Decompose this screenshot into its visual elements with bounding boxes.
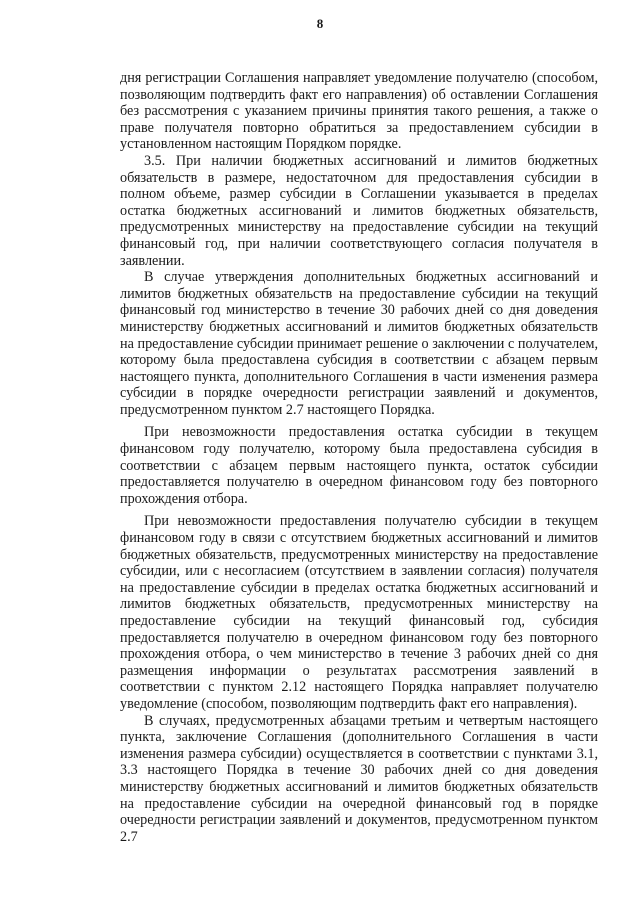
page-number: 8: [316, 16, 324, 31]
paragraph-remaining-subsidy: При невозможности предоставления остатка субсидии в текущем финансовом году получателю, которому была предоставлена субсидия в соответствии с абзацем первым настоящего пункта, остаток субсидии предоставляется получателю в очередном финансовом году без повторного прохождения отбора.: [120, 424, 598, 507]
paragraph-additional-allocations: В случае утверждения дополнительных бюджетных ассигнований и лимитов бюджетных обязательств на предоставление субсидии на текущий финансовый год министерство в течение 30 рабочих дней со дня доведения министерству бюджетных ассигнований и лимитов бюджетных обязательств на предоставление субсидии принимает решение о заключении с получателем, которому была предоставлена субсидия в соответствии с абзацем первым настоящего пункта, дополнительного Соглашения в части изменения размера субсидии в порядке очередности регистрации заявлений и документов, предусмотренном пунктом 2.7 настоящего Порядка.: [120, 269, 598, 418]
paragraph-agreement-conclusion: В случаях, предусмотренных абзацами третьим и четвертым настоящего пункта, заключение Соглашения (дополнительного Соглашения в части изменения размера субсидии) осуществляется в соответствии с пунктами 3.1, 3.3 настоящего Порядка в течение 30 рабочих дней со дня доведения министерству бюджетных ассигнований и лимитов бюджетных обязательств на предоставление субсидии на очередной финансовый год в порядке очередности регистрации заявлений и документов, предусмотренном пунктом 2.7: [120, 712, 598, 845]
document-body: [120, 70, 598, 845]
paragraph-3-5: 3.5. При наличии бюджетных ассигнований и лимитов бюджетных обязательств в размере, недостаточном для предоставления субсидии в полном объеме, размер субсидии в Соглашении указывается в пределах остатка бюджетных ассигнований и лимитов бюджетных обязательств, предусмотренных министерству на предоставление субсидии на текущий финансовый год, при наличии соответствующего согласия получателя в заявлении.: [120, 152, 598, 269]
paragraph-continuation: дня регистрации Соглашения направляет уведомление получателю (способом, позволяющим подтвердить факт его направления) об оставлении Соглашения без рассмотрения с указанием причины принятия такого решения, а также о праве получателя повторно обратиться за предоставлением субсидии в установленном настоящим Порядком порядке.: [120, 70, 598, 153]
paragraph-impossibility: При невозможности предоставления получателю субсидии в текущем финансовом году в связи с отсутствием бюджетных ассигнований и лимитов бюджетных обязательств, предусмотренных министерству на предоставление субсидии, или с несогласием (отсутствием в заявлении согласия) получателя на предоставление субсидии в пределах остатка бюджетных ассигнований и лимитов бюджетных обязательств, предусмотренных министерству на предоставление субсидии на текущий финансовый год, субсидия предоставляется получателю в очередном финансовом году без повторного прохождения отбора, о чем министерство в течение 3 рабочих дней со дня размещения информации о результатах рассмотрения заявлений в соответствии с пунктом 2.12 настоящего Порядка направляет получателю уведомление (способом, позволяющим подтвердить факт его направления).: [120, 513, 598, 712]
